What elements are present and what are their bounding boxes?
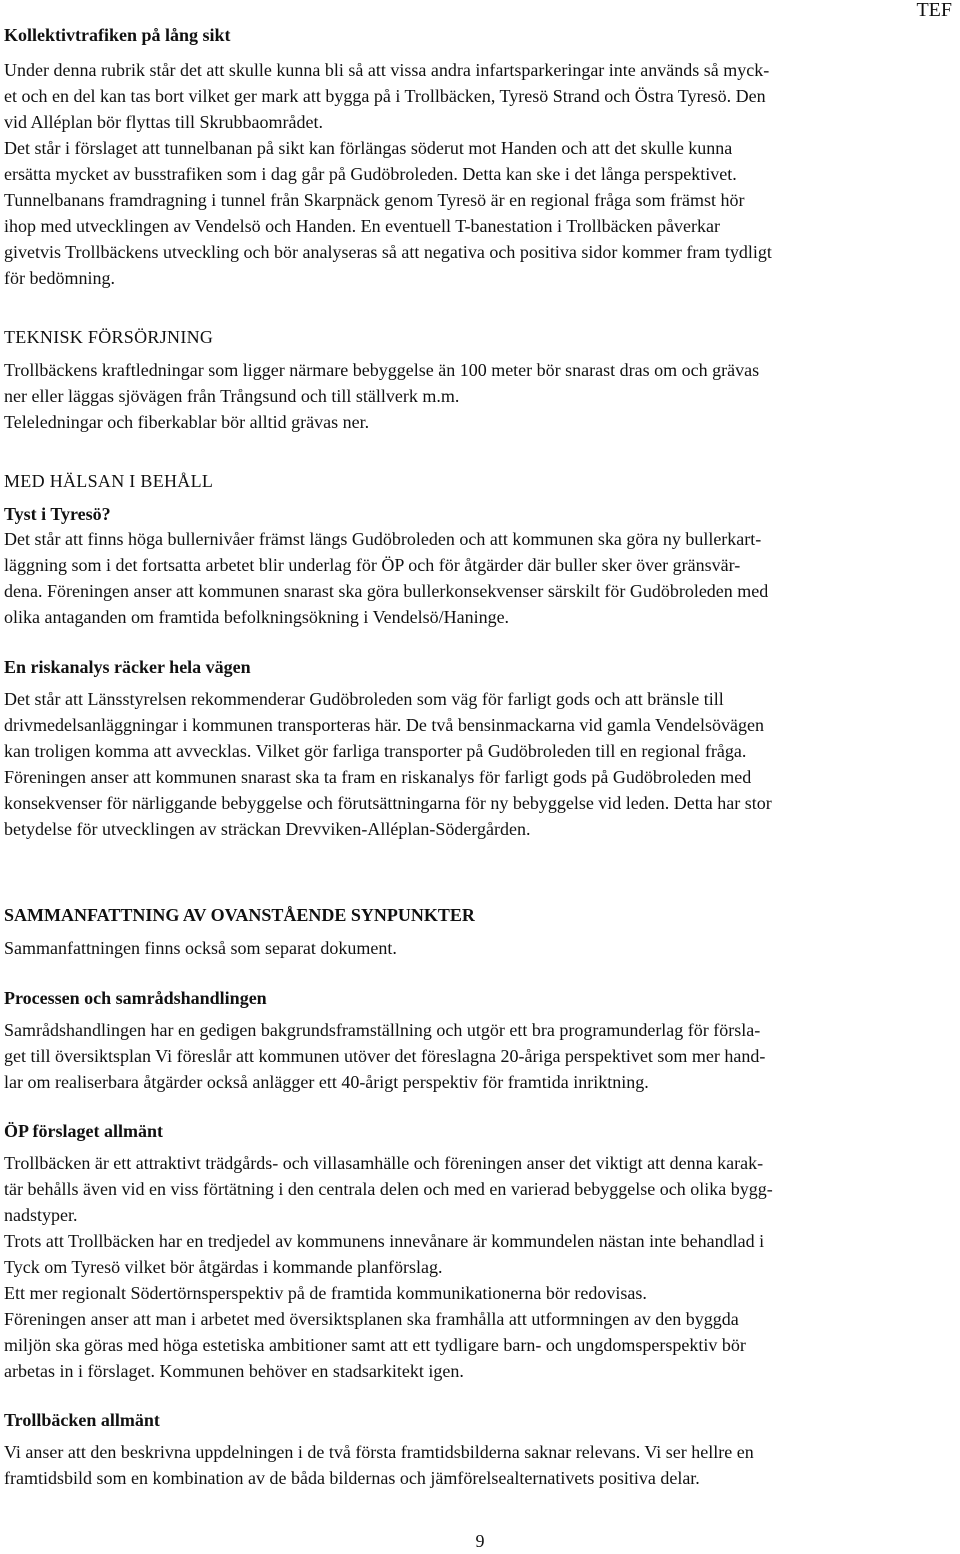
text-line: Teleledningar och fiberkablar bör alltid grävas ner.	[4, 412, 370, 432]
text-line: för bedömning.	[4, 268, 115, 288]
text-line: Trots att Trollbäcken har en tredjedel av kommunens innevånare är kommundelen nästan inte behandlad i	[4, 1231, 765, 1251]
text-line: vid Alléplan bör flyttas till Skrubbaområdet.	[4, 112, 323, 132]
text-line: Ett mer regionalt Södertörnsperspektiv på de framtida kommunikationerna bör redovisas.	[4, 1283, 647, 1303]
text-line: Tunnelbanans framdragning i tunnel från Skarpnäck genom Tyresö är en regional fråga som främst hör	[4, 190, 745, 210]
section-body	[4, 686, 954, 842]
text-line: Föreningen anser att man i arbetet med översiktsplanen ska framhålla att utformningen av den byggda	[4, 1309, 739, 1329]
text-line: nadstyper.	[4, 1205, 78, 1225]
text-line: et och en del kan tas bort vilket ger mark att bygga på i Trollbäcken, Tyresö Strand och Östra Tyresö. Den	[4, 86, 766, 106]
text-line: Föreningen anser att kommunen snarast ska ta fram en riskanalys för farligt gods på Gudöbroleden med	[4, 767, 752, 787]
section-body	[4, 526, 954, 630]
text-line: Under denna rubrik står det att skulle kunna bli så att vissa andra infartsparkeringar inte används så myck-	[4, 60, 770, 80]
text-line: arbetas in i förslaget. Kommunen behöver en stadsarkitekt igen.	[4, 1361, 464, 1381]
text-line: läggning som i det fortsatta arbetet blir underlag för ÖP och för åtgärder där buller sker över gränsvär-	[4, 555, 741, 575]
text-line: dena. Föreningen anser att kommunen snarast ska göra bullerkonsekvenser särskilt för Gudöbroleden med	[4, 581, 769, 601]
text-line: Sammanfattningen finns också som separat dokument.	[4, 938, 397, 958]
text-line: Vi anser att den beskrivna uppdelningen i de två första framtidsbilderna saknar relevans. Vi ser hellre en	[4, 1442, 754, 1462]
text-line: Trollbäcken är ett attraktivt trädgårds- och villasamhälle och föreningen anser det viktigt att denna karak-	[4, 1153, 764, 1173]
text-line: ner eller läggas sjövägen från Trångsund och till ställverk m.m.	[4, 386, 460, 406]
section-heading: MED HÄLSAN I BEHÅLL	[4, 471, 214, 491]
text-line: ihop med utvecklingen av Vendelsö och Handen. En eventuell T-banestation i Trollbäcken påverkar	[4, 216, 720, 236]
text-line: Det står att Länsstyrelsen rekommenderar Gudöbroleden som väg för farligt gods och att bränsle till	[4, 689, 724, 709]
text-line: givetvis Trollbäckens utveckling och bör analyseras så att negativa och positiva sidor kommer fram tydligt	[4, 242, 772, 262]
section-heading: Processen och samrådshandlingen	[4, 988, 267, 1008]
text-line: kan troligen komma att avvecklas. Vilket gör farliga transporter på Gudöbroleden till en regional fråga.	[4, 741, 747, 761]
section-body	[4, 57, 954, 291]
text-line: Trollbäckens kraftledningar som ligger närmare bebyggelse än 100 meter bör snarast dras om och grävas	[4, 360, 760, 380]
section-heading: Kollektivtrafiken på lång sikt	[4, 25, 231, 45]
section-body	[4, 935, 954, 961]
section-heading: ÖP förslaget allmänt	[4, 1121, 163, 1141]
text-line: Det står att finns höga bullernivåer främst längs Gudöbroleden och att kommunen ska göra ny bullerkart-	[4, 529, 762, 549]
section-body	[4, 1439, 954, 1491]
section-heading: En riskanalys räcker hela vägen	[4, 657, 251, 677]
text-line: olika antaganden om framtida befolkningsökning i Vendelsö/Haninge.	[4, 607, 510, 627]
text-line: Samrådshandlingen har en gedigen bakgrundsframställning och utgör ett bra programunderlag för försla-	[4, 1020, 761, 1040]
section-body	[4, 357, 954, 435]
section-body	[4, 1017, 954, 1095]
text-line: Tyck om Tyresö vilket bör åtgärdas i kommande planförslag.	[4, 1257, 443, 1277]
page-number: 9	[475, 1531, 485, 1551]
text-line: tär behålls även vid en viss förtätning i den centrala delen och med en varierad bebyggelse och olika bygg-	[4, 1179, 773, 1199]
section-subheading: Tyst i Tyresö?	[4, 504, 111, 524]
text-line: Det står i förslaget att tunnelbanan på sikt kan förlängas söderut mot Handen och att det skulle kunna	[4, 138, 733, 158]
text-line: get till översiktsplan Vi föreslår att kommunen utöver det föreslagna 20-åriga perspektivet som mer hand-	[4, 1046, 766, 1066]
text-line: betydelse för utvecklingen av sträckan Drevviken-Alléplan-Södergården.	[4, 819, 531, 839]
text-line: ersätta mycket av busstrafiken som i dag går på Gudöbroleden. Detta kan ske i det långa perspektivet.	[4, 164, 737, 184]
header-mark: TEF	[916, 0, 952, 21]
text-line: lar om realiserbara åtgärder också anlägger ett 40-årigt perspektiv för framtida inriktning.	[4, 1072, 649, 1092]
text-line: framtidsbild som en kombination av de båda bildernas och jämförelsealternativets positiva delar.	[4, 1468, 700, 1488]
text-line: miljön ska göras med höga estetiska ambitioner samt att ett tydligare barn- och ungdomsperspektiv bör	[4, 1335, 746, 1355]
text-line: drivmedelsanläggningar i kommunen transporteras här. De två bensinmackarna vid gamla Vendelsövägen	[4, 715, 764, 735]
section-heading: Trollbäcken allmänt	[4, 1410, 160, 1430]
section-body	[4, 1150, 954, 1384]
text-line: konsekvenser för närliggande bebyggelse och förutsättningarna för ny bebyggelse vid leden. Detta har stor	[4, 793, 772, 813]
section-heading: SAMMANFATTNING AV OVANSTÅENDE SYNPUNKTER	[4, 905, 475, 925]
section-heading: TEKNISK FÖRSÖRJNING	[4, 327, 214, 347]
